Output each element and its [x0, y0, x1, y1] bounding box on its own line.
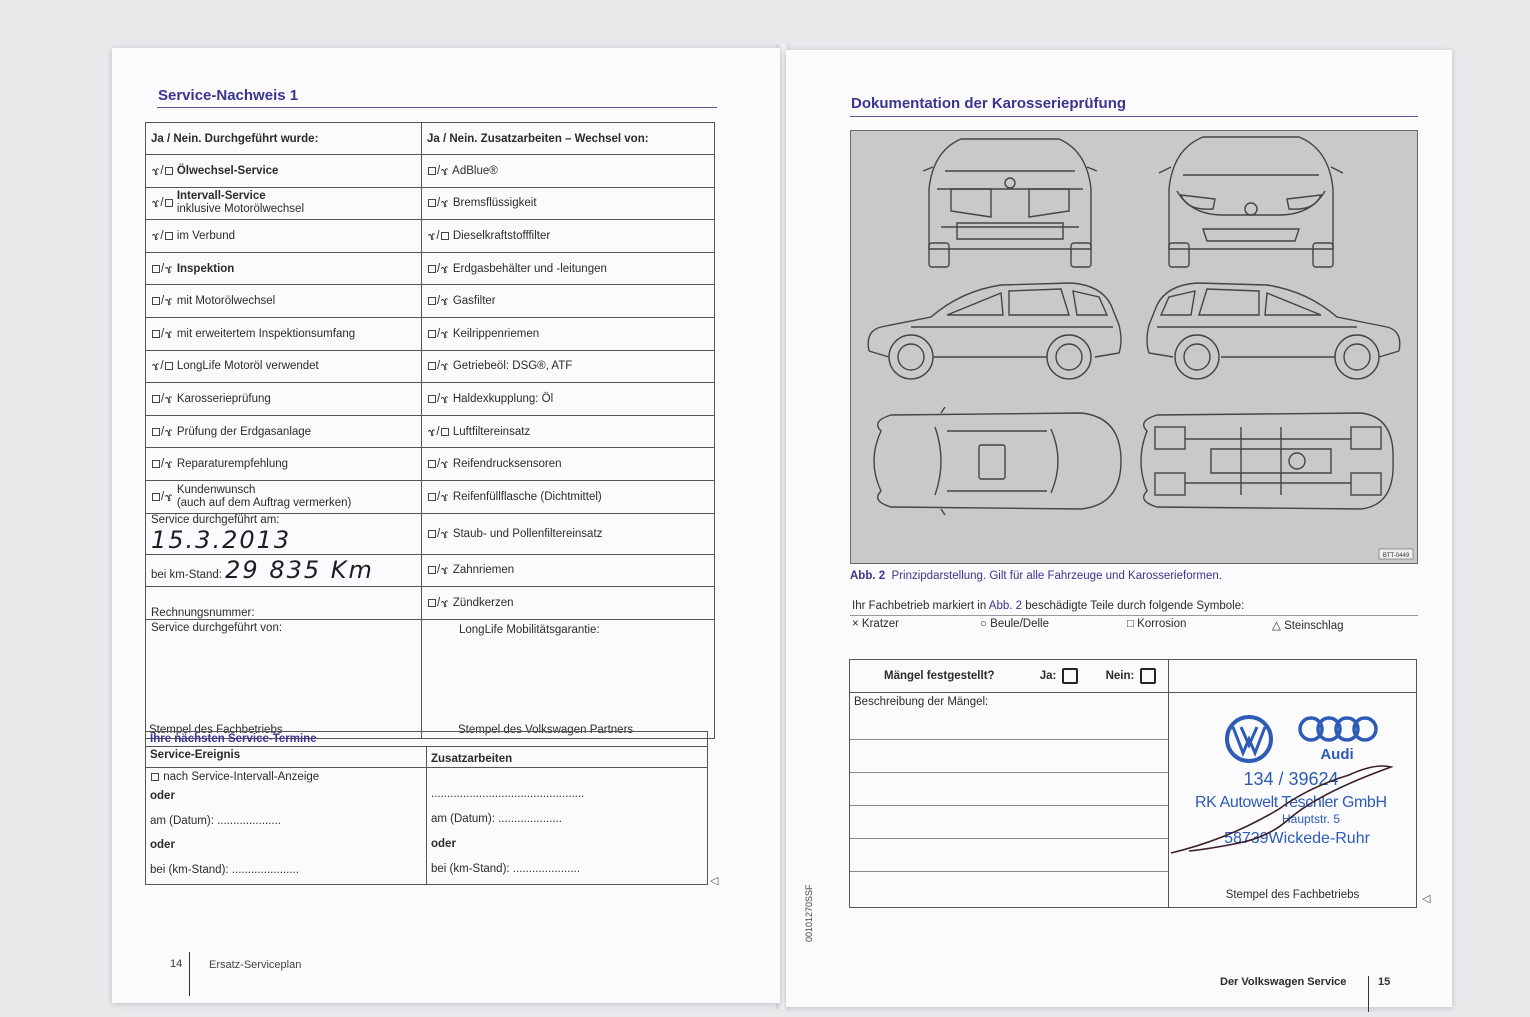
side-code: 00101270SSF — [804, 884, 814, 942]
check-mark-icon[interactable]: ɤ — [440, 525, 450, 542]
legend-symbol-icon: △ — [1272, 620, 1281, 632]
left-item: /ɤ Reparaturempfehlung — [146, 448, 422, 481]
right-item-label: Dieselkraftstofffilter — [452, 230, 551, 243]
page-title: Service-Nachweis 1 — [158, 87, 299, 104]
dealer-stamp — [1169, 701, 1415, 871]
car-front-view — [1159, 137, 1343, 267]
page-footer: Ersatz-Serviceplan — [209, 959, 302, 971]
continue-arrow-icon: ◁ — [710, 875, 719, 887]
right-item-label: Staub- und Pollenfiltereinsatz — [452, 527, 603, 540]
checkbox[interactable] — [428, 167, 436, 175]
footer-divider — [1368, 976, 1369, 1012]
longlife-label: LongLife Mobilitätsgarantie: — [459, 623, 600, 636]
left-item: /ɤ Kundenwunsch (auch auf dem Auftrag vermerken) — [146, 480, 422, 513]
checkbox[interactable] — [441, 428, 449, 436]
right-item-label: AdBlue® — [452, 164, 498, 177]
check-mark-icon[interactable]: ɤ — [440, 391, 450, 407]
km-value[interactable]: 29 835 Km — [225, 556, 374, 585]
nein-checkbox[interactable] — [1140, 668, 1156, 684]
service-date-cell — [146, 513, 422, 554]
legend-rule — [850, 615, 1418, 616]
check-mark-icon[interactable]: ɤ — [440, 326, 450, 342]
right-item: /ɤ Reifenfüllflasche (Dichtmittel) — [422, 480, 715, 513]
figure-caption — [850, 570, 1222, 582]
left-item-label: Kundenwunsch — [176, 483, 256, 496]
car-top-view — [874, 407, 1121, 515]
car-diagram-svg — [851, 131, 1417, 563]
check-mark-icon[interactable]: ɤ — [440, 163, 450, 179]
legend-item — [1127, 618, 1186, 630]
left-item-label: mit erweitertem Inspektionsumfang — [176, 327, 356, 340]
maengel-header — [850, 660, 1169, 693]
stamp-left-label: Stempel des Fachbetriebs — [149, 723, 283, 736]
page-footer: Der Volkswagen Service — [1220, 976, 1347, 988]
checkbox[interactable] — [152, 395, 160, 403]
done-by-label: Service durchgeführt von: — [151, 621, 283, 634]
next-extra-cell — [427, 768, 708, 885]
right-item-label: Reifendrucksensoren — [452, 458, 562, 471]
legend-symbol-icon: □ — [1127, 618, 1134, 630]
checkbox[interactable] — [428, 199, 436, 207]
checkbox[interactable] — [441, 232, 449, 240]
right-item-label: Haldexkupplung: Öl — [452, 392, 554, 405]
check-mark-icon[interactable]: ɤ — [440, 595, 450, 611]
instruction — [852, 600, 1244, 612]
right-item-label: Erdgasbehälter und -leitungen — [452, 262, 607, 275]
left-item: /ɤ Inspektion — [146, 252, 422, 285]
page-number: 15 — [1378, 976, 1391, 988]
right-item: /ɤ Keilrippenriemen — [422, 317, 715, 350]
checkbox[interactable] — [428, 395, 436, 403]
right-item-label: Luftfiltereinsatz — [452, 425, 531, 438]
legend-label: Beule/Delle — [990, 618, 1049, 630]
audi-text: Audi — [1320, 746, 1354, 763]
right-item: /ɤ Bremsflüssigkeit — [422, 187, 715, 220]
beschreibung-cell — [850, 693, 1169, 908]
checkbox[interactable] — [165, 199, 173, 207]
line-2[interactable] — [850, 773, 1168, 806]
left-item-label: Karosserieprüfung — [176, 392, 271, 405]
right-item: /ɤ Getriebeöl: DSG®, ATF — [422, 350, 715, 383]
right-item-label: Keilrippenriemen — [452, 327, 540, 340]
checkbox[interactable] — [165, 232, 173, 240]
check-mark-icon[interactable]: ɤ — [150, 163, 161, 179]
right-item-label: Zahnriemen — [452, 564, 515, 577]
checkbox[interactable] — [152, 493, 160, 501]
bei-km-2: bei (km-Stand): ..................... — [431, 863, 580, 875]
left-item-label: Intervall-Service — [176, 190, 266, 203]
check-mark-icon[interactable]: ɤ — [150, 228, 161, 244]
right-item-label: Gasfilter — [452, 295, 496, 308]
invoice-label: Rechnungsnummer: — [151, 606, 255, 619]
am-datum-1: am (Datum): .................... — [150, 814, 281, 827]
table-row — [146, 448, 715, 481]
maengel-header-empty — [1169, 660, 1417, 693]
legend-symbol-icon: ○ — [980, 618, 987, 630]
next-title: Ihre nächsten Service-Termine — [146, 732, 708, 747]
table-row — [146, 415, 715, 448]
table-row — [146, 220, 715, 253]
instruction-ref[interactable]: Abb. 2 — [988, 600, 1023, 612]
left-item: ɤ/ Intervall-Service inklusive Motorölwechsel — [146, 187, 422, 220]
right-item-label: Zündkerzen — [452, 596, 514, 609]
right-item-label: Reifenfüllflasche (Dichtmittel) — [452, 490, 602, 503]
right-item: ɤ/ Dieselkraftstofffilter — [422, 220, 715, 253]
check-mark-icon[interactable]: ɤ — [440, 293, 450, 309]
checkbox[interactable] — [428, 362, 436, 370]
left-item-label: Inspektion — [176, 262, 235, 275]
checkbox[interactable] — [428, 493, 436, 501]
left-item-label: Prüfung der Erdgasanlage — [176, 425, 312, 438]
bei-km-1: bei (km-Stand): ..................... — [150, 863, 299, 876]
right-item: /ɤ Erdgasbehälter und -leitungen — [422, 252, 715, 285]
page-number: 14 — [170, 958, 183, 970]
oder-3: oder — [431, 838, 456, 850]
right-item: /ɤ Zündkerzen — [422, 587, 715, 620]
checkbox[interactable] — [428, 566, 436, 574]
table-row — [146, 350, 715, 383]
check-mark-icon[interactable]: ɤ — [164, 424, 174, 440]
table-row — [146, 317, 715, 350]
left-item-label: im Verbund — [176, 230, 235, 243]
audi-rings-icon — [1300, 718, 1376, 740]
right-item: /ɤ Haldexkupplung: Öl — [422, 383, 715, 416]
checkbox[interactable] — [428, 599, 436, 607]
left-item-sub: (auch auf dem Auftrag vermerken) — [176, 496, 352, 509]
stamp-code: 134 / 39624 — [1243, 769, 1339, 789]
title-rule — [850, 116, 1418, 117]
legend-label: Korrosion — [1137, 618, 1187, 630]
maengel-label: Mängel festgestellt? — [884, 670, 995, 683]
legend-item — [852, 618, 899, 630]
oder-2: oder — [150, 839, 175, 851]
interval-label: nach Service-Intervall-Anzeige — [163, 771, 320, 783]
stamp-label: Stempel des Fachbetriebs — [1225, 889, 1360, 901]
left-item: /ɤ mit Motorölwechsel — [146, 285, 422, 318]
longlife-cell — [422, 619, 715, 738]
check-mark-icon[interactable]: ɤ — [426, 424, 437, 440]
left-item-sub: inklusive Motorölwechsel — [176, 203, 305, 216]
check-mark-icon[interactable]: ɤ — [150, 195, 161, 211]
line-4[interactable] — [850, 839, 1168, 872]
checkbox[interactable] — [428, 297, 436, 305]
vw-logo-icon — [1227, 717, 1271, 761]
check-mark-icon[interactable]: ɤ — [164, 456, 174, 472]
car-side-view-right — [1147, 283, 1400, 379]
invoice-cell — [146, 587, 422, 620]
stamp-cell — [1169, 693, 1417, 908]
checkbox[interactable] — [428, 460, 436, 468]
right-item-label: Bremsflüssigkeit — [452, 197, 537, 210]
checkbox[interactable] — [152, 428, 160, 436]
checkbox[interactable] — [152, 265, 160, 273]
checkbox[interactable] — [165, 362, 173, 370]
left-item-label: Reparaturempfehlung — [176, 458, 289, 471]
check-mark-icon[interactable]: ɤ — [164, 261, 174, 277]
table-row — [146, 383, 715, 416]
legend-item — [980, 618, 1049, 630]
legend-label: Steinschlag — [1284, 620, 1344, 632]
interval-checkbox[interactable] — [151, 773, 159, 781]
right-item: /ɤ Staub- und Pollenfiltereinsatz — [422, 513, 715, 554]
car-diagram — [850, 130, 1418, 564]
left-item: /ɤ mit erweitertem Inspektionsumfang — [146, 317, 422, 350]
table-row — [146, 252, 715, 285]
table-row — [146, 187, 715, 220]
check-mark-icon[interactable]: ɤ — [440, 261, 450, 277]
caption-text: Prinzipdarstellung. Gilt für alle Fahrzeuge und Karosserieformen. — [891, 570, 1222, 582]
km-cell — [146, 554, 422, 587]
checkbox[interactable] — [152, 460, 160, 468]
car-rear-view — [923, 139, 1097, 267]
check-mark-icon[interactable]: ɤ — [164, 489, 174, 505]
right-item-label: Getriebeöl: DSG®, ATF — [452, 360, 573, 373]
right-item: /ɤ AdBlue® — [422, 155, 715, 188]
check-mark-icon[interactable]: ɤ — [440, 562, 450, 578]
next-event-cell — [146, 768, 427, 885]
service-date-value[interactable]: 15.3.2013 — [151, 525, 292, 554]
title-rule — [157, 107, 717, 108]
service-table — [145, 122, 715, 739]
next-col1: Service-Ereignis — [146, 747, 427, 768]
table-row — [146, 587, 715, 620]
stamp-company: RK Autowelt Teschler GmbH — [1195, 794, 1387, 811]
checkbox[interactable] — [428, 330, 436, 338]
col1-header: Ja / Nein. Durchgeführt wurde: — [146, 123, 422, 155]
next-service-table — [145, 731, 708, 885]
left-item-label: LongLife Motoröl verwendet — [176, 360, 319, 373]
left-page — [112, 48, 780, 1003]
left-item: /ɤ Prüfung der Erdgasanlage — [146, 415, 422, 448]
col2-header: Ja / Nein. Zusatzarbeiten – Wechsel von: — [422, 123, 715, 155]
check-mark-icon[interactable]: ɤ — [440, 195, 450, 211]
checkbox[interactable] — [152, 297, 160, 305]
instruction-pre: Ihr Fachbetrieb markiert in — [852, 600, 987, 612]
done-by-cell — [146, 619, 422, 738]
legend-symbol-icon: × — [852, 618, 859, 630]
am-datum-2: am (Datum): .................... — [431, 813, 562, 825]
check-mark-icon[interactable]: ɤ — [440, 489, 450, 505]
nein-label: Nein: — [1105, 670, 1135, 683]
right-item: ɤ/ Luftfiltereinsatz — [422, 415, 715, 448]
check-mark-icon[interactable]: ɤ — [440, 456, 450, 472]
left-item-label: Ölwechsel-Service — [176, 164, 279, 177]
table-row — [146, 513, 715, 554]
check-mark-icon[interactable]: ɤ — [164, 293, 174, 309]
line-1[interactable] — [850, 740, 1168, 773]
table-row — [146, 480, 715, 513]
left-item-label: mit Motorölwechsel — [176, 295, 276, 308]
ja-checkbox[interactable] — [1062, 668, 1078, 684]
check-mark-icon[interactable]: ɤ — [150, 358, 161, 374]
table-row — [146, 285, 715, 318]
continue-arrow-icon: ◁ — [1422, 893, 1431, 905]
right-page — [786, 50, 1452, 1007]
left-item: /ɤ Karosserieprüfung — [146, 383, 422, 416]
car-side-view-left — [868, 283, 1121, 379]
maengel-table — [849, 659, 1417, 908]
ja-label: Ja: — [1039, 670, 1057, 683]
right-item: /ɤ Zahnriemen — [422, 554, 715, 587]
line-3[interactable] — [850, 806, 1168, 839]
service-date-label: Service durchgeführt am: — [151, 513, 280, 526]
stamp-street: Hauptstr. 5 — [1281, 812, 1341, 826]
stamp-right-label: Stempel des Volkswagen Partners — [458, 723, 634, 736]
dots-line: ................................................ — [431, 788, 585, 800]
right-item: /ɤ Gasfilter — [422, 285, 715, 318]
footer-divider — [189, 952, 190, 996]
left-item: ɤ/ im Verbund — [146, 220, 422, 253]
check-mark-icon[interactable]: ɤ — [164, 326, 174, 342]
oder-1: oder — [150, 790, 175, 802]
legend-item — [1272, 618, 1344, 632]
caption-label: Abb. 2 — [850, 570, 886, 582]
table-row — [146, 554, 715, 587]
left-item: ɤ/ LongLife Motoröl verwendet — [146, 350, 422, 383]
car-underbody-view — [1141, 413, 1393, 509]
stamp-city: 58739Wickede-Ruhr — [1224, 830, 1370, 847]
km-label: bei km-Stand: — [151, 569, 222, 582]
check-mark-icon[interactable]: ɤ — [164, 391, 174, 407]
legend-label: Kratzer — [861, 618, 899, 630]
checkbox[interactable] — [428, 530, 436, 538]
next-col2: Zusatzarbeiten — [427, 747, 708, 768]
check-mark-icon[interactable]: ɤ — [440, 358, 450, 374]
left-item: ɤ/ Ölwechsel-Service — [146, 155, 422, 188]
checkbox[interactable] — [165, 167, 173, 175]
instruction-post: beschädigte Teile durch folgende Symbole: — [1025, 600, 1245, 612]
right-item: /ɤ Reifendrucksensoren — [422, 448, 715, 481]
check-mark-icon[interactable]: ɤ — [426, 228, 437, 244]
table-row — [146, 155, 715, 188]
beschreibung-label: Beschreibung der Mängel: — [850, 693, 1168, 740]
checkbox[interactable] — [152, 330, 160, 338]
page-title: Dokumentation der Karosserieprüfung — [851, 95, 1127, 112]
line-5[interactable] — [850, 872, 1168, 904]
checkbox[interactable] — [428, 265, 436, 273]
figure-code: BTT-0449 — [1382, 553, 1410, 559]
